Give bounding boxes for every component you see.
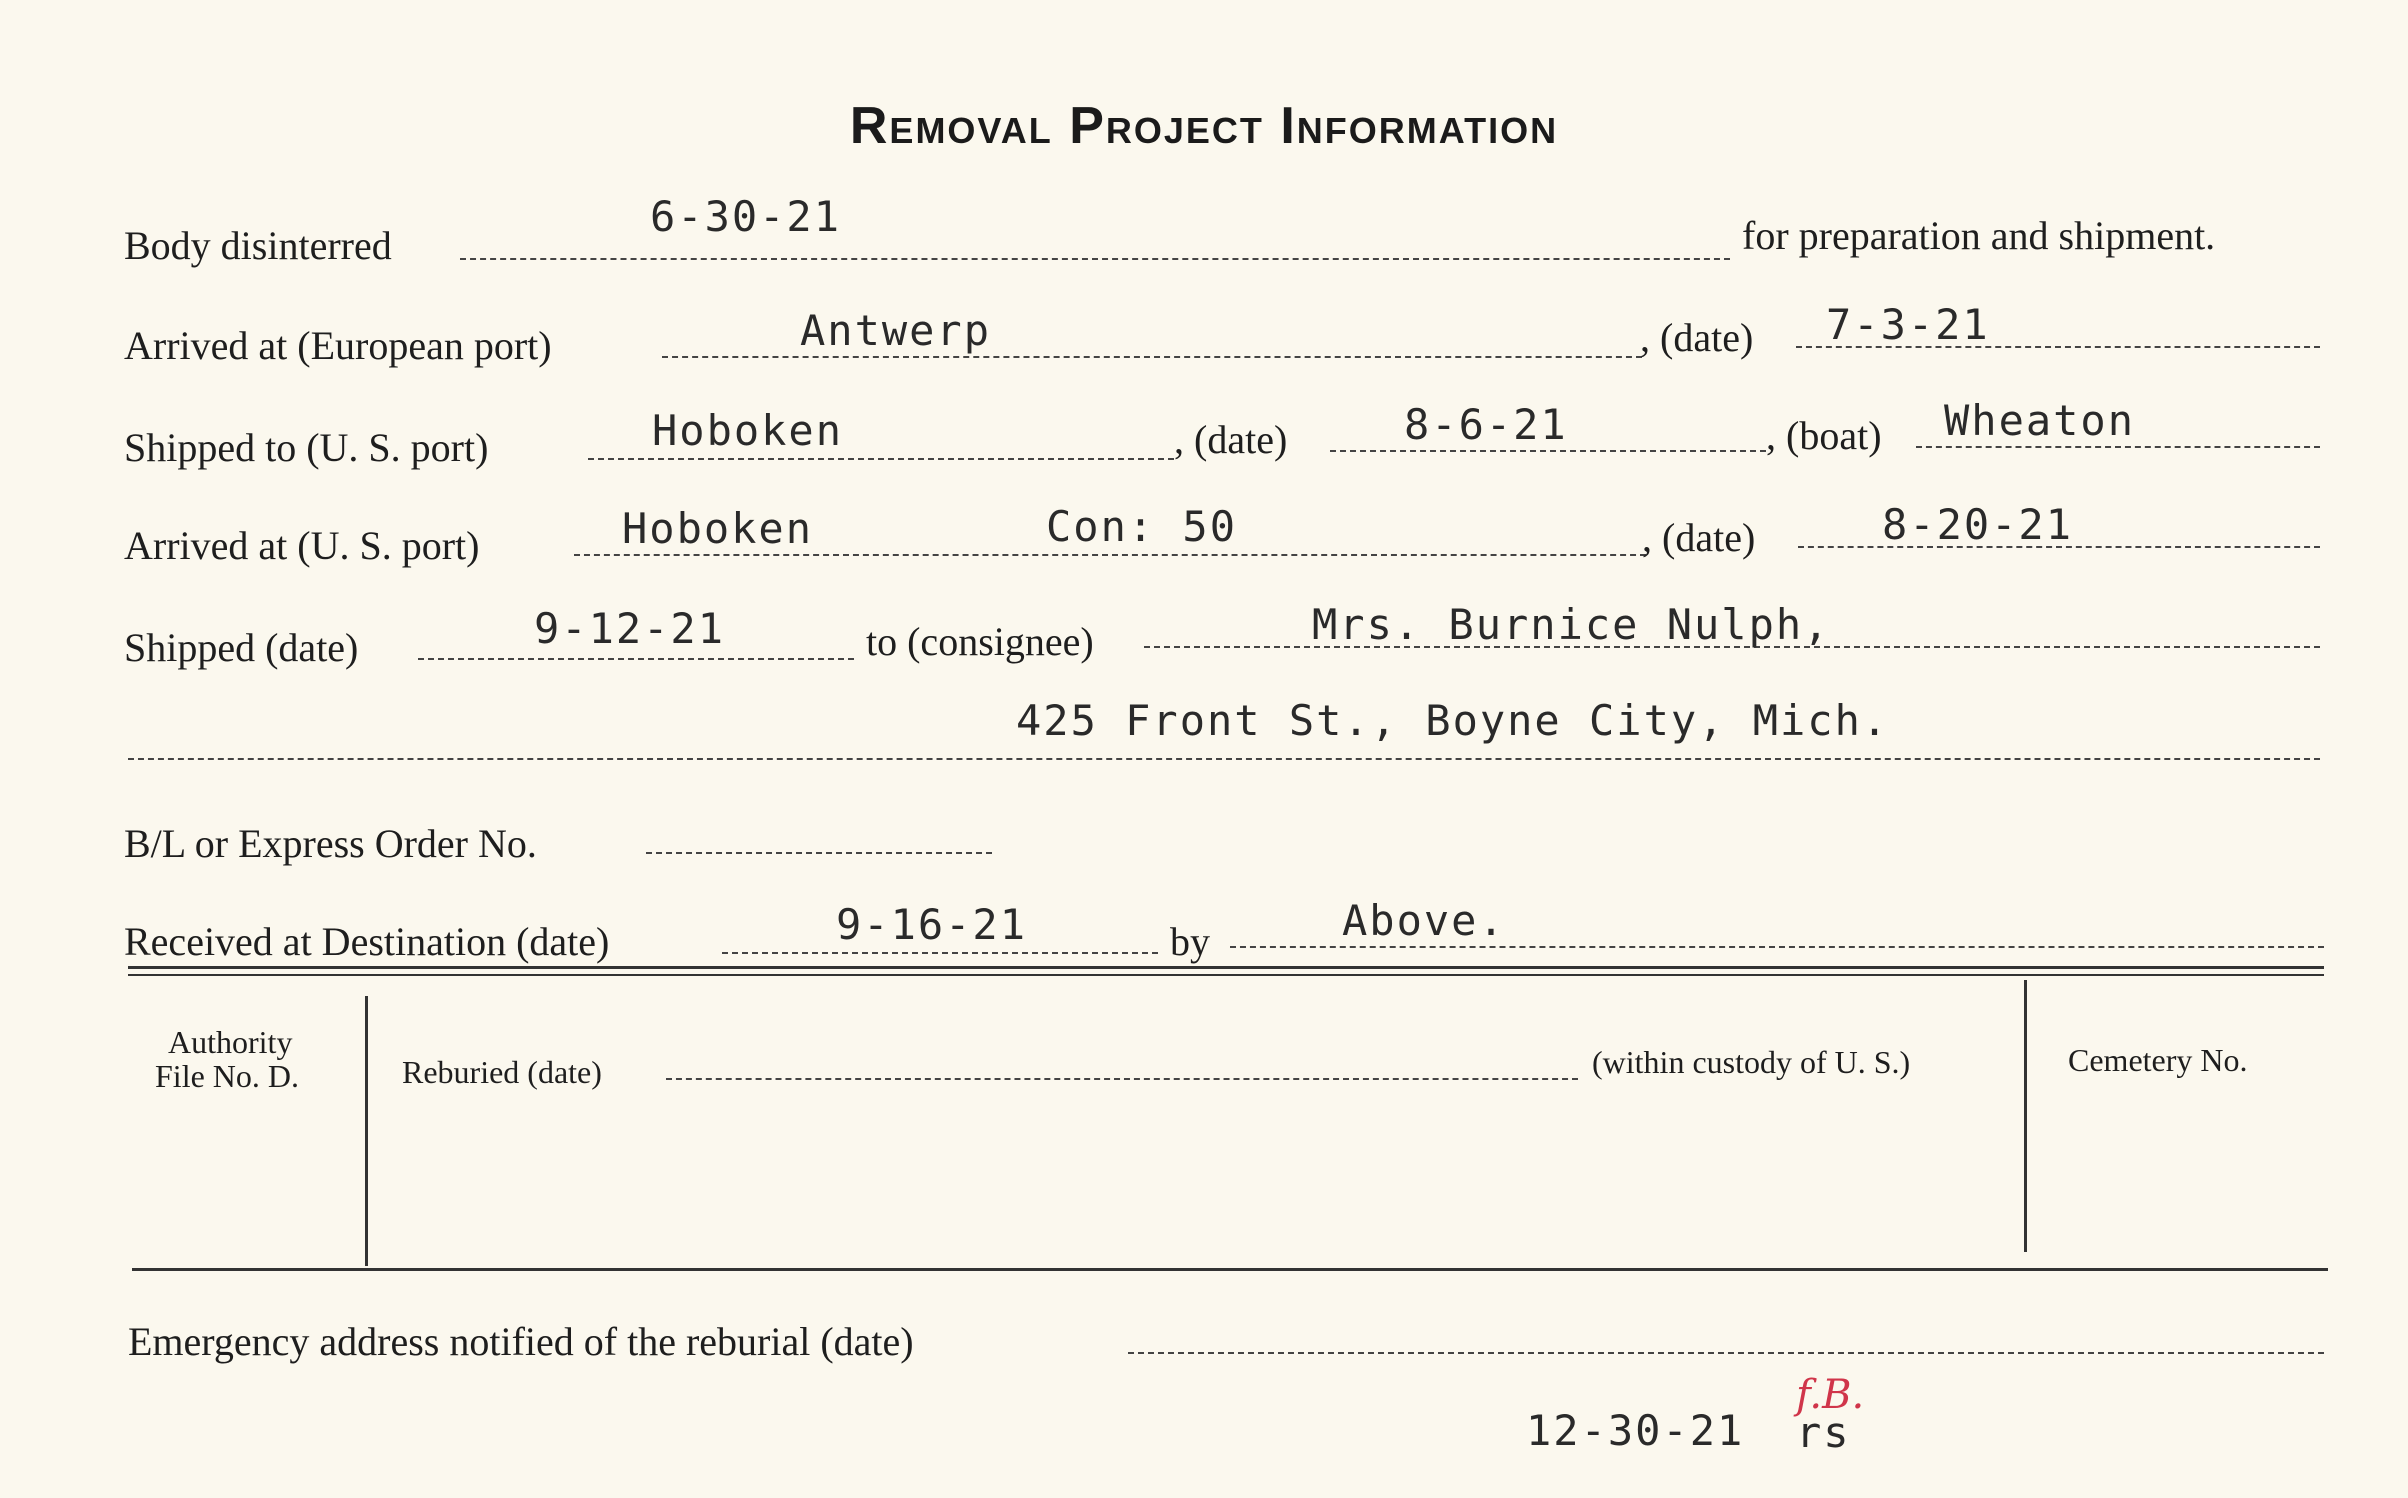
table-divider-left (365, 996, 368, 1266)
shipped-us-boat: Wheaton (1944, 396, 2136, 445)
emergency-initials-typed: rs (1796, 1408, 1851, 1457)
emergency-initials-handwritten: f.B. (1796, 1372, 1865, 1418)
body-disinterred-label: Body disinterred (124, 223, 392, 268)
authority-label-1: Authority (168, 1024, 293, 1060)
consignee-label: to (consignee) (866, 619, 1094, 664)
arrived-us-date-label: , (date) (1642, 515, 1756, 560)
consignee-address: 425 Front St., Boyne City, Mich. (1016, 696, 1890, 745)
received-by-line (1230, 946, 2324, 948)
arrived-us-date: 8-20-21 (1882, 500, 2074, 549)
bl-order-line (646, 852, 992, 854)
body-disinterred-suffix: for preparation and shipment. (1742, 213, 2216, 258)
emergency-date: 12-30-21 (1526, 1406, 1745, 1455)
body-disinterred-line (460, 258, 1730, 260)
table-bottom-rule (132, 1268, 2328, 1271)
card-title: Removal Project Information (849, 97, 1559, 155)
shipped-us-boat-label: , (boat) (1766, 413, 1882, 458)
authority-label-2: File No. D. (155, 1058, 299, 1094)
custody-label: (within custody of U. S.) (1592, 1044, 1911, 1080)
arrived-us-port: Hoboken (622, 504, 814, 553)
shipped-date-line (418, 658, 854, 660)
arrived-us-line (574, 554, 1646, 556)
body-disinterred-value: 6-30-21 (650, 192, 842, 241)
bl-order-label: B/L or Express Order No. (124, 821, 537, 866)
consignee-name: Mrs. Burnice Nulph, (1312, 600, 1831, 649)
arrived-us-label: Arrived at (U. S. port) (124, 523, 480, 568)
received-date: 9-16-21 (836, 900, 1028, 949)
received-by: Above. (1342, 896, 1506, 945)
shipped-us-line (588, 458, 1174, 460)
arrived-us-con: Con: 50 (1046, 502, 1238, 551)
arrived-european-line (662, 356, 1642, 358)
arrived-european-date-label: , (date) (1640, 315, 1754, 360)
arrived-european-port: Antwerp (800, 306, 992, 355)
cemetery-label: Cemetery No. (2068, 1042, 2248, 1078)
received-by-label: by (1170, 919, 1210, 964)
shipped-date: 9-12-21 (534, 604, 726, 653)
shipped-us-port: Hoboken (652, 406, 844, 455)
emergency-line (1128, 1352, 2324, 1354)
address-line (128, 758, 2320, 760)
shipped-us-date-line (1330, 450, 1766, 452)
table-divider-right (2024, 980, 2027, 1252)
emergency-label: Emergency address notified of the reburial (date) (128, 1319, 914, 1364)
shipped-us-date-label: , (date) (1174, 417, 1288, 462)
shipped-us-label: Shipped to (U. S. port) (124, 425, 489, 470)
arrived-european-date: 7-3-21 (1826, 300, 1990, 349)
received-date-line (722, 952, 1158, 954)
shipped-us-date: 8-6-21 (1404, 400, 1568, 449)
table-top-rule-2 (128, 974, 2324, 976)
shipped-date-label: Shipped (date) (124, 625, 359, 670)
received-label: Received at Destination (date) (124, 919, 610, 964)
reburied-label: Reburied (date) (402, 1054, 602, 1090)
table-top-rule (128, 966, 2324, 969)
shipped-us-boat-line (1916, 446, 2320, 448)
arrived-european-label: Arrived at (European port) (124, 323, 552, 368)
reburied-line (666, 1078, 1578, 1080)
